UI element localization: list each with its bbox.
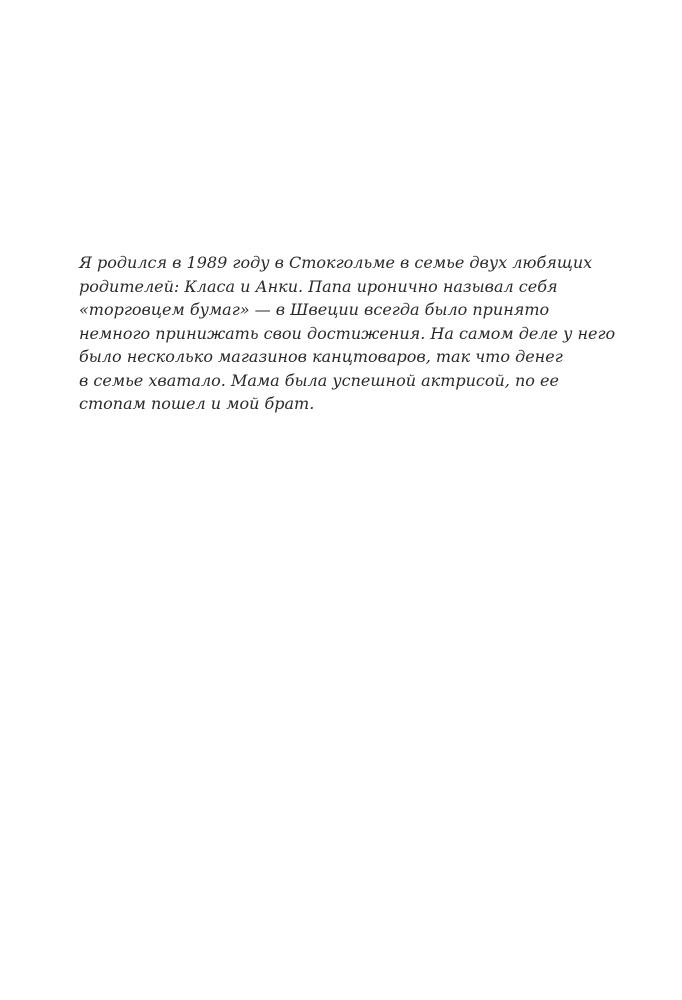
paragraph-line: стопам пошел и мой брат. bbox=[79, 394, 315, 413]
paragraph-line: родителей: Класа и Анки. Папа иронично называл себя bbox=[79, 276, 558, 296]
paragraph-line: было несколько магазинов канцтоваров, так что денег bbox=[79, 347, 563, 366]
intro-paragraph bbox=[79, 251, 616, 416]
paragraph-line: Я родился в 1989 году в Стокгольме в семье двух любящих bbox=[79, 253, 593, 272]
paragraph-line: «торговцем бумаг» — в Швеции всегда было принято bbox=[79, 300, 550, 319]
paragraph-line: немного принижать свои достижения. На самом деле у него bbox=[79, 323, 616, 343]
paragraph-line: в семье хватало. Мама была успешной актрисой, по ее bbox=[79, 370, 559, 390]
